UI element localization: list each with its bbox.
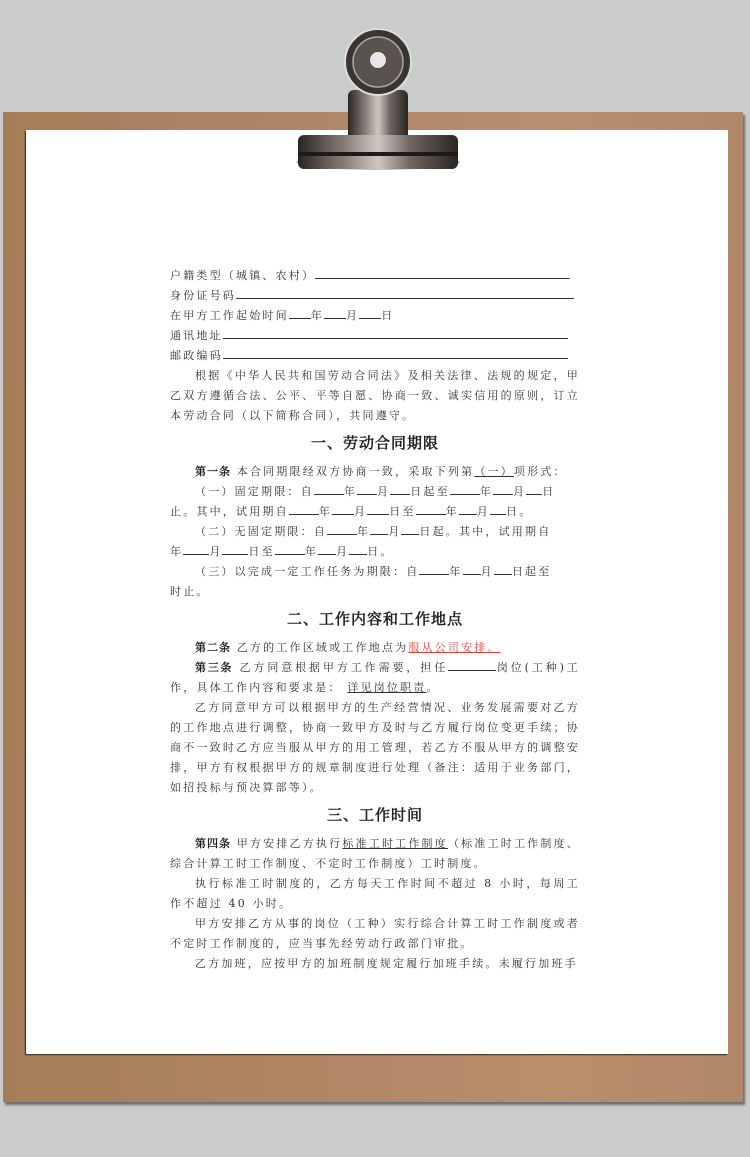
address-blank[interactable] bbox=[223, 326, 568, 339]
contract-content bbox=[170, 266, 580, 974]
work-location-value: 服从公司安排。 bbox=[408, 641, 501, 654]
job-requirement-value: 详见岗位职责 bbox=[347, 681, 427, 694]
overtime-paragraph: 乙方加班，应按甲方的加班制度规定履行加班手续。未履行加班手 bbox=[195, 957, 578, 970]
field-hukou: 户籍类型（城镇、农村） bbox=[170, 266, 580, 286]
binder-clip-icon bbox=[293, 22, 463, 172]
blank[interactable] bbox=[275, 542, 305, 555]
blank[interactable] bbox=[327, 522, 357, 535]
field-postcode: 邮政编码 bbox=[170, 346, 580, 366]
blank[interactable] bbox=[332, 502, 354, 515]
blank[interactable] bbox=[318, 542, 336, 555]
blank[interactable] bbox=[222, 542, 248, 555]
field-id-number: 身份证号码 bbox=[170, 286, 580, 306]
article-3: 第三条 乙方同意根据甲方工作需要，担任 岗位(工种)工作，具体工作内容和要求是： 详见岗位职责。 bbox=[170, 658, 580, 698]
option-task-term: （三）以完成一定工作任务为期限：自 年 月 日起至 bbox=[170, 562, 580, 582]
option-fixed-term: （一）固定期限：自 年 月 日起至 年 月 日 bbox=[170, 482, 580, 502]
work-hour-system-value: 标准工时工作制度 bbox=[342, 837, 448, 850]
article-1: 第一条 本合同期限经双方协商一致，采取下列第（一）项形式： bbox=[195, 465, 567, 478]
blank[interactable] bbox=[183, 542, 209, 555]
option-task-term-end: 时止。 bbox=[170, 585, 210, 598]
standard-hours-paragraph: 执行标准工时制度的，乙方每天工作时间不超过 8 小时，每周工作不超过 40 小时。 bbox=[170, 877, 580, 910]
article-2: 第二条 乙方的工作区域或工作地点为服从公司安排。 bbox=[195, 641, 501, 654]
blank[interactable] bbox=[494, 562, 512, 575]
section-heading-1: 一、劳动合同期限 bbox=[310, 434, 439, 452]
option-open-term-trial: 年 月 日至 年 月 日。 bbox=[170, 542, 580, 562]
blank[interactable] bbox=[367, 502, 389, 515]
id-number-blank[interactable] bbox=[236, 286, 574, 299]
comprehensive-hours-paragraph: 甲方安排乙方从事的岗位（工种）实行综合计算工时工作制度或者不定时工作制度的，应当事先经劳动行政部门审批。 bbox=[170, 917, 580, 950]
blank[interactable] bbox=[450, 482, 480, 495]
option-fixed-term-trial: 止。其中，试用期自 年 月 日至 年 月 日。 bbox=[170, 502, 580, 522]
blank[interactable] bbox=[289, 502, 319, 515]
section-heading-3: 三、工作时间 bbox=[326, 806, 423, 824]
blank[interactable] bbox=[370, 522, 388, 535]
hukou-blank[interactable] bbox=[315, 266, 570, 279]
option-open-term: （二）无固定期限：自 年 月 日起。其中，试用期自 bbox=[170, 522, 580, 542]
preamble: 根据《中华人民共和国劳动合同法》及相关法律、法规的规定，甲乙双方遵循合法、公平、平等自愿、协商一致、诚实信用的原则，订立本劳动合同（以下简称合同），共同遵守。 bbox=[170, 369, 580, 422]
blank[interactable] bbox=[526, 482, 542, 495]
blank[interactable] bbox=[390, 482, 410, 495]
blank[interactable] bbox=[349, 542, 367, 555]
field-address: 通讯地址 bbox=[170, 326, 580, 346]
month-blank[interactable] bbox=[324, 306, 346, 319]
field-start-date: 在甲方工作起始时间 年 月 日 bbox=[170, 306, 580, 326]
year-blank[interactable] bbox=[289, 306, 311, 319]
article-4: 第四条 甲方安排乙方执行标准工时工作制度（标准工时工作制度、综合计算工时工作制度、不定时工作制度）工时制度。 bbox=[170, 837, 580, 870]
location-adjustment-paragraph: 乙方同意甲方可以根据甲方的生产经营情况、业务发展需要对乙方的工作地点进行调整，协商一致甲方及时与乙方履行岗位变更手续；协商不一致时乙方应当服从甲方的用工管理，若乙方不服从甲方的调整安排，甲方有权根据甲方的规章制度进行处理（备注：适用于业务部门，如招投标与预决算部等）。 bbox=[170, 701, 580, 794]
blank[interactable] bbox=[459, 502, 477, 515]
position-blank[interactable] bbox=[448, 658, 496, 671]
postcode-blank[interactable] bbox=[223, 346, 568, 359]
blank[interactable] bbox=[493, 482, 513, 495]
section-heading-2: 二、工作内容和工作地点 bbox=[286, 610, 463, 628]
blank[interactable] bbox=[419, 562, 449, 575]
blank[interactable] bbox=[357, 482, 377, 495]
blank[interactable] bbox=[463, 562, 481, 575]
blank[interactable] bbox=[401, 522, 419, 535]
day-blank[interactable] bbox=[359, 306, 381, 319]
blank[interactable] bbox=[490, 502, 506, 515]
blank[interactable] bbox=[416, 502, 446, 515]
blank[interactable] bbox=[314, 482, 344, 495]
